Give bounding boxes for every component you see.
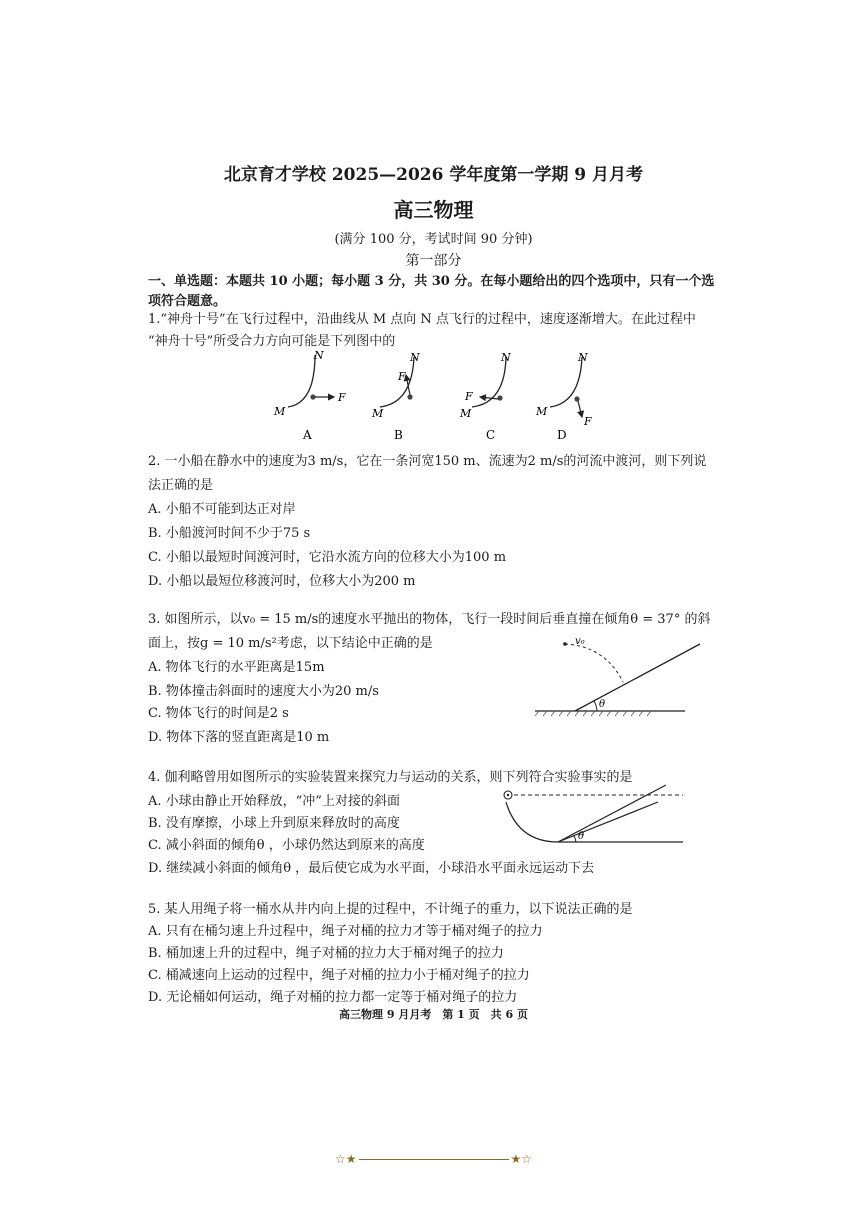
q4-stem-line1: 4. 伽利略曾用如图所示的实验装置来探究力与运动的关系，则下列符合实验事实的是 <box>148 770 633 785</box>
q1-label-d: D <box>557 428 567 442</box>
q1-a-n-label: N <box>314 349 324 362</box>
q5-stem-line1: 5. 某人用绳子将一桶水从井内向上提的过程中，不计绳子的重力，以下说法正确的是 <box>148 902 633 917</box>
q1-option-d-diagram <box>535 351 592 428</box>
q1-b-m-label: M <box>372 407 384 420</box>
q3-v0-label: v₀ <box>575 636 585 647</box>
q1-c-m-label: M <box>460 407 472 420</box>
q1-stem-line1: 1.“神舟十号”在飞行过程中，沿曲线从 M 点向 N 点飞行的过程中，速度逐渐增大。在此过程中 <box>148 312 696 327</box>
q3-stem-line2: 面上，按g = 10 m/s²考虑，以下结论中正确的是 <box>148 636 433 651</box>
q4-option-c: C. 减小斜面的倾角θ ，小球仍然达到原来的高度 <box>148 838 425 853</box>
q3-stem-line1: 3. 如图所示，以v₀ = 15 m/s的速度水平抛出的物体，飞行一段时间后垂直撞在倾角θ = 37° 的斜 <box>148 612 711 627</box>
star-decoration-left: ☆★ <box>334 1152 357 1166</box>
q1-figure <box>260 345 600 445</box>
q1-d-f-label: F <box>584 415 592 428</box>
q2-stem-line1: 2. 一小船在静水中的速度为3 m/s，它在一条河宽150 m、流速为2 m/s的河流中渡河，则下列说 <box>148 454 707 469</box>
decoration-divider <box>359 1159 509 1160</box>
q4-option-b: B. 没有摩擦，小球上升到原来释放时的高度 <box>148 816 400 831</box>
q3-option-c: C. 物体飞行的时间是2 s <box>148 706 289 721</box>
star-decoration-right: ★☆ <box>510 1152 533 1166</box>
q3-theta-label: θ <box>599 699 606 710</box>
q1-label-a: A <box>303 428 312 442</box>
q1-label-c: C <box>486 428 496 442</box>
q1-b-n-label: N <box>410 351 420 364</box>
q2-stem-line2: 法正确的是 <box>148 478 214 493</box>
q5-option-d: D. 无论桶如何运动，绳子对桶的拉力都一定等于桶对绳子的拉力 <box>148 990 518 1005</box>
bottom-decoration <box>0 1152 867 1166</box>
q2-option-c: C. 小船以最短时间渡河时，它沿水流方向的位移大小为100 m <box>148 550 507 565</box>
q4-theta-label: θ <box>578 831 585 842</box>
q1-c-f-label: F <box>465 390 473 403</box>
part-title: 第一部分 <box>405 253 462 269</box>
q1-a-m-label: M <box>274 405 286 418</box>
q3-option-a: A. 物体飞行的水平距离是15m <box>148 660 325 675</box>
q4-option-d: D. 继续减小斜面的倾角θ ，最后使它成为水平面，小球沿水平面永远运动下去 <box>148 861 595 876</box>
q3-option-d: D. 物体下落的竖直距离是10 m <box>148 730 330 745</box>
q5-option-a: A. 只有在桶匀速上升过程中，绳子对桶的拉力才等于桶对绳子的拉力 <box>148 924 543 939</box>
q1-c-n-label: N <box>501 351 511 364</box>
q5-option-c: C. 桶减速向上运动的过程中，绳子对桶的拉力小于桶对绳子的拉力 <box>148 968 530 983</box>
page-footer: 高三物理 9 月月考 第 1 页 共 6 页 <box>339 1008 528 1021</box>
exam-note: (满分 100 分，考试时间 90 分钟) <box>334 232 533 247</box>
q5-option-b: B. 桶加速上升的过程中，绳子对桶的拉力大于桶对绳子的拉力 <box>148 946 504 961</box>
exam-title: 北京育才学校 2025—2026 学年度第一学期 9 月月考 <box>223 165 644 185</box>
q1-d-m-label: M <box>536 405 548 418</box>
q1-option-b-diagram <box>371 351 420 420</box>
q2-option-a: A. 小船不可能到达正对岸 <box>148 502 296 517</box>
q1-stem-line2: “神舟十号”所受合力方向可能是下列图中的 <box>148 334 396 349</box>
section-instructions-line2: 项符合题意。 <box>148 294 227 309</box>
exam-subject: 高三物理 <box>393 198 474 222</box>
q4-figure <box>498 782 688 848</box>
q1-option-c-diagram <box>459 351 511 420</box>
q1-b-f-label: F <box>398 370 406 383</box>
q1-d-n-label: N <box>578 351 588 364</box>
q3-option-b: B. 物体撞击斜面时的速度大小为20 m/s <box>148 684 379 699</box>
q2-option-d: D. 小船以最短位移渡河时，位移大小为200 m <box>148 574 416 589</box>
q1-option-a-diagram <box>273 349 346 418</box>
q1-a-f-label: F <box>338 391 346 404</box>
q4-option-a: A. 小球由静止开始释放，“冲”上对接的斜面 <box>148 794 400 809</box>
q1-label-b: B <box>394 428 403 442</box>
section-instructions-line1: 一、单选题：本题共 10 小题；每小题 3 分，共 30 分。在每小题给出的四个选项中，只有一个选 <box>148 274 715 289</box>
q2-option-b: B. 小船渡河时间不少于75 s <box>148 526 311 541</box>
q3-figure <box>535 632 710 722</box>
